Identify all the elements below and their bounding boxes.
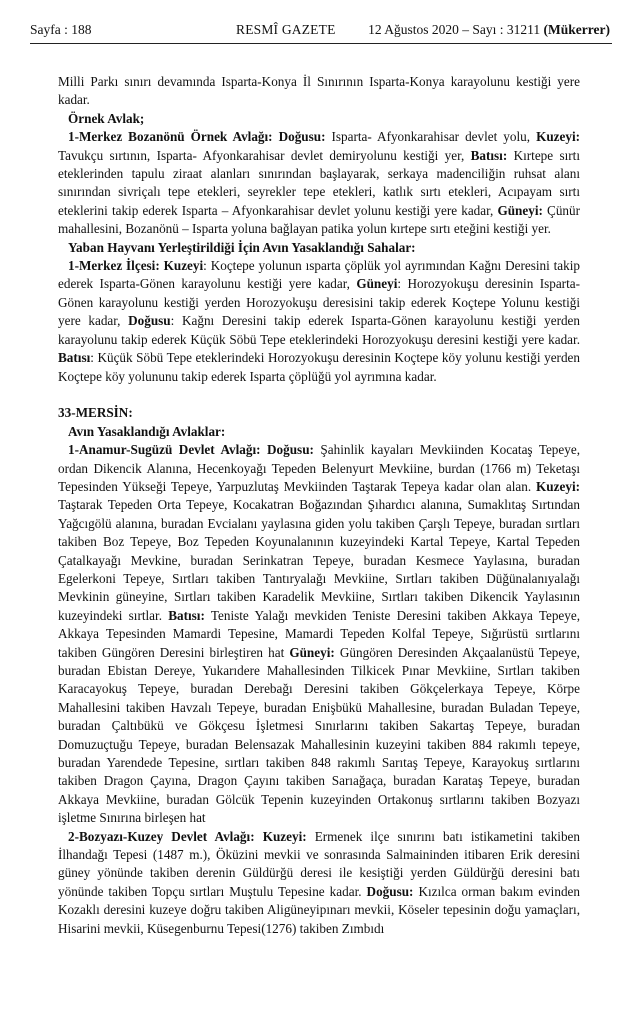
paragraph-merkez [58, 257, 580, 386]
label-batisi: Batısı: [168, 607, 205, 623]
paragraph-anamur [58, 441, 580, 828]
heading-mersin: 33-MERSİN: [58, 405, 133, 421]
label-dogusu: Doğusu [128, 313, 171, 329]
issue-date: 12 Ağustos 2020 – Sayı : 31211 [368, 22, 544, 37]
heading-avin-yasaklandigi: Avın Yasaklandığı Avlaklar: [68, 423, 226, 439]
label-dogusu: Doğusu: [278, 129, 326, 145]
issue-extra: (Mükerrer) [543, 22, 610, 37]
text-segment: : Horozyokuşu deresinin Isparta-Gönen karayolunu kestiği yerden Horozyokuşu deresisini takip ederek Koçtepe Yolunu kestiği yere kadar, [58, 276, 580, 329]
text-segment: Ermenek ilçe sınırını batı istikametini takiben İlhandağı Tepesi (1487 m.), Öküzini mevkii ve sonrasında Salmaininden itibaren Erik deresini güney yönünde takiben derenin Güldürğü deresi ile kesiştiği yerden Güldürğü deresini batı yönünde takiben Topçu sırtları Muştulu Tepesine kadar. [58, 828, 581, 899]
text-segment: Şahinlik kayaları Mevkiinden Kocataş Tepeye, ordan Dikencik Alanına, Hecenkoyağı Tepeden Belenyurt Mevkiine, burdan (1766 m) Teketaşı Tepesinden Yükseği Tepeye, Yarpuzlutaş Mevkiinden Taştarak Tepeya kadar olan alan. [58, 442, 580, 494]
label-kuzeyi: Kuzeyi: [536, 129, 581, 145]
heading-ornek-avlak: Örnek Avlak; [68, 110, 145, 126]
label-guneyi: Güneyi: [289, 644, 335, 660]
text-segment: Taştarak Tepeden Orta Tepeye, Kocakatran Boğazından Şıhardıcı alanına, Sumaklıtaş Sırtından Yağcıgölü alanına, buradan Evcialanı yaylasına giden yolu takiben Çarşlı Tepeye, buradan sırtları takiben Boz Tepeye, Boz Tepeden Koyunalanının kuzeyindeki Kartal Tepeye, Kartal Tepeden Çatalkayağı Mevkine, buradan Serinkatran Tepeye, buradan Kesmece Yaylasına, buradan Egelerkoni Tepeye, Sırtları takiben Tantıryalağı Mevkiine, Sırtları takiben Düğünalanıyalağı Mevkinin güneyine, Sırtları takiben Karadelik Mevkiine, Sırtları takiben Dikencik Yaylasının kuzeyindeki sırtlar. [58, 497, 580, 623]
text-segment: Güngören Deresinden Akçaalanüstü Tepeye, buradan Ebistan Dereye, Yukarıdere Mahallesinden Tilkicek Pınar Mevkiine, Sırtları takiben Karacayokuş Tepeye, buradan Derebağı Deresini takiben Gökçelerkaya Tepeye, Körpe Mahallesini takiben Havzalı Tepeye, buradan Enişbükü Mahallesine, buradan Buladan Tepeye, buradan Çaltıbükü ve Gökçesu İşletmesi Sınırlarını takiben Sakartaş Tepeye, buradan Domuzuçtuğu Tepeye, buradan Belensazak Mahallesinin kuzeyini takiben 884 rakımlı tepeye, buradan Yarendede Tepesine, sırtları takiben 848 rakımlı Sarıtaş Tepeye, Karayokuş sırtlarını takiben Dragon Çayına, Dragon Çayını takiben Sarıağaça, buradan Karataş Tepeye, buradan Akkaya Mevkiine, buradan Gölcük Tepenin kuzeyinden Ortakonuş sırtlarını takiben Bozyazı işletme Sınırına birleşen hat [58, 644, 580, 826]
text-segment: Isparta- Afyonkarahisar devlet yolu, [325, 129, 537, 145]
label-dogusu: Doğusu: [366, 883, 414, 899]
text-segment: Teniste Yalağı mevkiden Teniste Deresini takiben Akkaya Tepeye, Akkaya Tepesinden Mamardi Tepesine, Mamardi Tepeden Kolfal Tepeye, Sığırüstü sırtlarını takiben Güngören Deresini birleştiren hat [58, 607, 581, 660]
text-segment: Çünür mahallesini, Bozanönü – Isparta yoluna bağlayan patika yolun kırtepe sırtı eteğini kestiği yer. [58, 202, 581, 237]
label-kuzeyi: Kuzeyi: [536, 478, 580, 494]
paragraph-bozanonu [58, 128, 580, 238]
issue-info [368, 20, 610, 40]
bozyazi-title: 2-Bozyazı-Kuzey Devlet Avlağı: [68, 828, 255, 844]
text-segment: : Küçük Söbü Tepe eteklerindeki Horozyokuşu deresinin Koçtepe köy yolunu kestiği yerden Koçtepe köy yolununu takip ederek Isparta çöplüğü yol ayrımına kadar. [58, 350, 580, 384]
label-batisi: Batısı [58, 350, 91, 366]
paragraph-intro: Milli Parkı sınırı devamında Isparta-Konya İl Sınırının Isparta-Konya karayolunu kestiği yere kadar. [58, 74, 580, 108]
label-kuzeyi: Kuzeyi: [262, 828, 307, 844]
label-batisi: Batısı: [470, 147, 508, 163]
gazette-title: RESMÎ GAZETE [236, 22, 336, 37]
text-segment: Kırtepe sırtı eteklerinden tapulu ziraat alanları sınırından başlayarak, serkaya madenciliğin ruhsat alanı sınırından sivriçalı tepe etekleri, seyrekler tepe etekleri, katlık sırtı etekleri, Acıpayam sırtı eteklerini takip ederek Isparta – Afyonkarahisar devlet yolunu kestiği yere kadar, [58, 147, 580, 218]
text-segment: Kızılca orman bakım evinden Kozaklı deresini kuzeye doğru takiben Aligüneyipınarı mevkii, Köseler tepesinin doğu yamaçları, Hisarini mevkii, Küsegenburnu Tepesi(1276) takiben Zımbıdı [58, 883, 580, 936]
label-kuzeyi: Kuzeyi [163, 258, 204, 274]
document-body [58, 73, 580, 938]
header-rule [30, 43, 612, 44]
label-guneyi: Güneyi: [497, 202, 543, 218]
page-header [30, 20, 610, 40]
heading-yasak-sahalar: Yaban Hayvanı Yerleştirildiği İçin Avın Yasaklandığı Sahalar: [68, 239, 416, 255]
text-segment: : Kağnı Deresini takip ederek Isparta-Gönen karayolunu kestiği yerden karayolunu takip ederek Küçük Söbü Tepe eteklerindeki Horozyokuşu deresini kestiği yere kadar. [58, 313, 580, 347]
label-dogusu: Doğusu: [267, 442, 314, 458]
text-segment: : Koçtepe yolunun ısparta çöplük yol ayrımından Kağnı Deresini takip ederek Isparta-Gönen karayolunu kestiği yere kadar, [58, 258, 580, 292]
text-segment: Tavukçu sırtının, Isparta- Afyonkarahisar devlet demiryolunu kestiği yer, [58, 147, 471, 163]
paragraph-bozyazi [58, 828, 580, 938]
bozanonu-title: 1-Merkez Bozanönü Örnek Avlağı: [68, 129, 273, 145]
anamur-title: 1-Anamur-Sugüzü Devlet Avlağı: [68, 442, 261, 458]
page-number: Sayfa : 188 [30, 22, 92, 37]
merkez-title: 1-Merkez İlçesi: [68, 258, 160, 274]
label-guneyi: Güneyi [356, 276, 398, 292]
